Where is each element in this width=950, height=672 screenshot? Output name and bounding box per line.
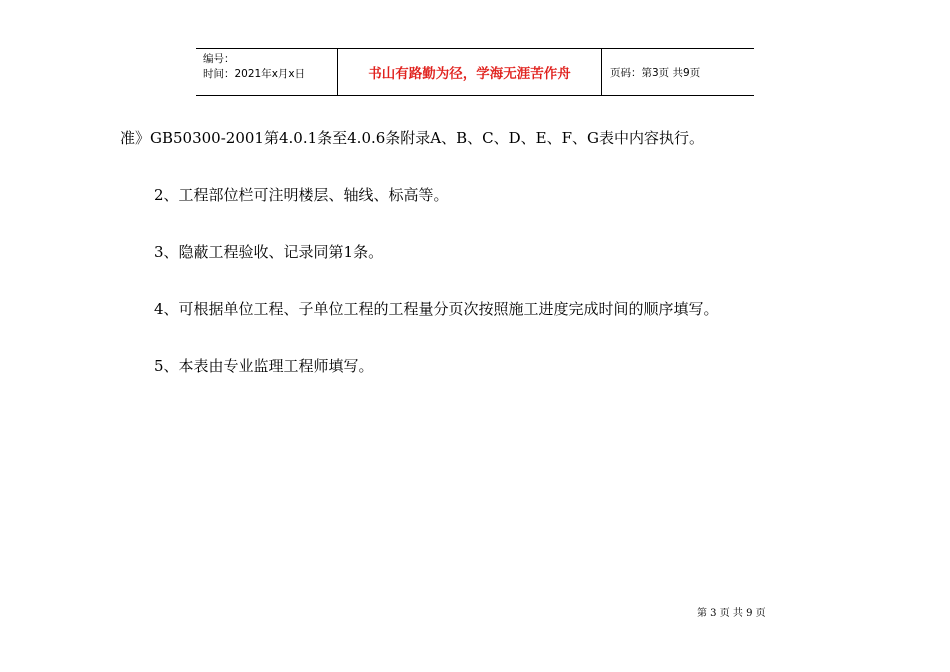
paragraph-1: 准》GB50300-2001第4.0.1条至4.0.6条附录A、B、C、D、E、F、G表中内容执行。 — [120, 129, 704, 147]
paragraph-3: 3、隐蔽工程验收、记录同第1条。 — [154, 243, 384, 261]
paragraph-4: 4、可根据单位工程、子单位工程的工程量分页次按照施工进度完成时间的顺序填写。 — [154, 300, 719, 318]
paragraph-2: 2、工程部位栏可注明楼层、轴线、标高等。 — [154, 186, 449, 204]
document-header — [196, 48, 754, 96]
motto-text: 书山有路勤为径，学海无涯苦作舟 — [368, 66, 571, 82]
paragraph-5: 5、本表由专业监理工程师填写。 — [154, 357, 374, 375]
header-meta-cell — [196, 49, 338, 95]
date-label: 时间：2021年x月x日 — [203, 68, 306, 80]
page-footer: 第 3 页 共 9 页 — [697, 608, 766, 619]
header-motto-cell — [338, 49, 602, 95]
header-page-cell — [602, 49, 754, 95]
code-label: 编号： — [203, 53, 235, 65]
page-info: 页码：第3页 共9页 — [610, 66, 701, 79]
